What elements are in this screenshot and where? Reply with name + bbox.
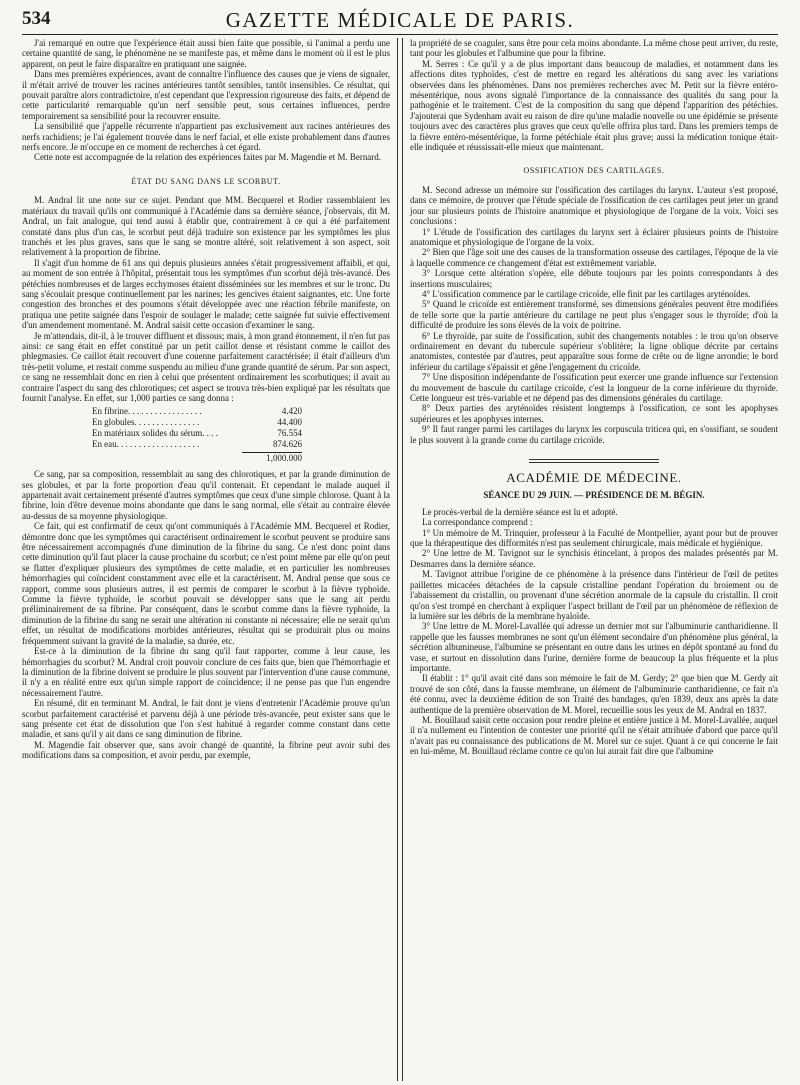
paragraph: La correspondance comprend : — [422, 517, 533, 528]
paragraph: M. Bouillaud saisit cette occasion pour rendre pleine et entière justice à M. Morel-Lavallée, auquel il n'a nullement eu l'intention de contester une priorité qu'il ne s'était attribuée d'abord que parce qu'il n'avait pas eu connaissance des publications de M. Morel sur ce sujet. Quant à ce qui concerne le fait en lui-même, M. Bouillaud réclame contre ce qu'on lui aurait fait dire que l'albumine — [410, 714, 778, 757]
paragraph: 2° Une lettre de M. Tavignot sur le synchisis étincelant, à propos des malades présentés par M. Desmarres dans la dernière séance. — [410, 548, 778, 569]
paragraph: Le procès-verbal de la dernière séance est lu et adopté. — [422, 506, 618, 517]
row-label: En matériaux solides du sérum. . . . — [92, 428, 218, 438]
section-title: OSSIFICATION DES CARTILAGES. — [523, 166, 665, 176]
row-label: En fibrine. . . . . . . . . . . . . . . . . — [92, 406, 202, 417]
right-column — [403, 38, 778, 1081]
row-label: En globules. . . . . . . . . . . . . . . — [92, 417, 200, 428]
paragraph: En résumé, dit en terminant M. Andral, le fait dont je viens d'entretenir l'Académie prouve qu'un scorbut parfaitement caractérisé et parvenu déjà à une période très-avancée, peut exister sans que le sang présente cet état de dissolution que l'on s'est habitué à regarder comme constant dans cette maladie, et sans qu'il y ait dans ce sang diminution de fibrine. — [22, 698, 390, 740]
row-label: En eau. . . . . . . . . . . . . . . . . . . — [92, 438, 200, 449]
row-value: 874.626 — [272, 438, 302, 449]
table-row — [92, 428, 302, 439]
section-separator — [529, 459, 659, 463]
conclusion-item: 3° Lorsque cette altération s'opère, elle débute toujours par les points correspondants à des insertions musculaires; — [410, 268, 778, 289]
paragraph: Je m'attendais, dit-il, à le trouver diffluent et dissous; mais, à mon grand étonnement, il n'en fut pas ainsi: ce sang était en effet constitué par un petit caillot dense et résistant comme le caillot des phlegmasies. Ce caillot était recouvert d'une couenne parfaitement caractérisée; il était d'ailleurs d'un très-petit volume, et restait comme suspendu au milieu d'une grande quantité de sérum. Par son aspect, ce sang ne ressemblait donc en rien à celui que présentent ordinairement les scorbutiques; il avait au contraire l'aspect du sang des chlorotiques; cet aspect se trouva très-bien expliqué par les résultats que fournit l'analyse. En effet, sur 1,000 parties ce sang donna : — [22, 330, 390, 403]
paragraph: M. Second adresse un mémoire sur l'ossification des cartilages du larynx. L'auteur s'est proposé, dans ce mémoire, de prouver que l'étude spéciale de l'ossification de ces cartilages peut jeter un grand jour sur plusieurs points de l'histoire anatomique et physiologique de l'organe de la voix. Voici ses conclusions : — [410, 184, 778, 227]
table-row — [92, 417, 302, 428]
conclusion-item: 7° Une disposition indépendante de l'ossification peut exercer une grande influence sur l'extension du mouvement de bascule du cartilage cricoïde, c'est la longueur de la corne inférieure du thyroïde. Cette longueur est très-variable et ne dépend pas des dimensions générales du cartilage. — [410, 372, 778, 403]
page-number: 534 — [22, 8, 51, 29]
paragraph: M. Magendie fait observer que, sans avoir changé de quantité, la fibrine peut avoir subi des modifications dans sa composition, et avoir perdu, par exemple, — [22, 739, 390, 761]
paragraph: M. Tavignot attribue l'origine de ce phénomène à la présence dans l'intérieur de l'œil de petites paillettes micacées détachées de la capsule cristalline pendant l'opération du broiement ou de l'abaissement du cristallin, ou provenant d'une sécrétion anormale de la capsule du cristallin. Il croit qu'on s'est trompé en cherchant à expliquer l'aspect brillant de l'œil par un phénomène de réflexion de la lumière sur les débris de la membrane hyaloïde. — [410, 569, 778, 621]
conclusion-item: 9° Il faut ranger parmi les cartilages du larynx les corpuscula triticea qui, en s'ossifiant, se soudent le plus souvent à la grande corne du cartilage cricoïde. — [410, 424, 778, 445]
paragraph: M. Serres : Ce qu'il y a de plus important dans beaucoup de maladies, et notamment dans les affections dites typhoïdes, c'est de mettre en regard les altérations du sang avec les variations observées dans les phénomènes. Dans nos premières recherches avec M. Petit sur la fièvre entéro-mésentérique, nous avons signalé l'importance de la connaissance des qualités du sang pour la pathogénie et le traitement. C'est de la composition du sang que dépend l'apparition des pétéchies. J'ajouterai que Sydenham avait eu raison de dire qu'une maladie nouvelle ou une épidémie se présente toujours avec des caractères plus graves que ceux qu'elle offrira plus tard. Dans les premiers temps de la fièvre entéro-mésentérique, la forme pétéchiale était plus grave; aussi la médication tonique était-elle indiquée et réussissait-elle mieux que maintenant. — [410, 58, 778, 153]
conclusion-item: 1° L'étude de l'ossification des cartilages du larynx sert à éclairer plusieurs points de l'histoire anatomique et physiologique de l'organe de la voix. — [410, 226, 778, 247]
paragraph: 1° Un mémoire de M. Trinquier, professeur à la Faculté de Montpellier, ayant pour but de prouver que la thérapeutique des difformités n'est pas seulement chirurgicale, mais médicale et hygiénique. — [410, 527, 778, 549]
text-columns — [22, 38, 778, 1081]
page-header — [22, 8, 778, 35]
blood-analysis-table — [92, 406, 302, 463]
paragraph: Il établit : 1° qu'il avait cité dans son mémoire le fait de M. Gerdy; 2° que bien que M. Gerdy ait trouvé de son côté, dans la fausse membrane, un élément de l'albuminurie cantharidienne, ce fait n'a été connu, avec la deuxième édition de son Traité des bandages, qu'en 1839, deux ans après la date authentique de la première observation de M. Morel, recueillie sous les yeux de M. Andral en 1837. — [410, 673, 778, 715]
journal-title: GAZETTE MÉDICALE DE PARIS. — [225, 8, 575, 32]
row-value: 4.420 — [281, 406, 302, 417]
academy-title: ACADÉMIE DE MÉDECINE. — [506, 470, 682, 486]
paragraph: J'ai remarqué en outre que l'expérience était aussi bien faite que possible, si l'animal a perdu une certaine quantité de sang, le phénomène ne se manifeste pas, et même dans le moment où il est le plus apparent, on peut le faire disparaître en pratiquant une saignée. — [22, 38, 390, 69]
section-title: ÉTAT DU SANG DANS LE SCORBUT. — [131, 176, 281, 186]
paragraph: Il s'agit d'un homme de 61 ans qui depuis plusieurs années s'était progressivement affaibli, et qui, au moment de son entrée à l'hôpital, présentait tous les symptômes d'un scorbut déjà très-avancé. Des pétéchies nombreuses et de larges ecchymoses étaient disséminées sur les membres et sur le tronc. Du sang s'écoulait presque continuellement par les narines; les gencives étaient saignantes, etc. Une forte congestion des bronches et des poumons s'était développée avec une réaction fébrile manifeste, on pratiqua une petite saignée dans l'espoir de soulager le malade; cette saignée fut suivie effectivement d'un amendement momentané. M. Andral saisit cette occasion d'examiner le sang. — [22, 257, 390, 331]
paragraph: Ce sang, par sa composition, ressemblait au sang des chlorotiques, et par la grande diminution de ses globules, et par la forte proportion d'eau qu'il contenait. Et cependant le malade auquel il appartenait avait certainement présenté d'autres symptômes que ceux d'une simple chlorose. Quant à la fibrine, loin d'être devenue moins abondante que dans le sang normal, elle s'était au contraire élevée au-dessus de sa moyenne physiologique. — [22, 469, 390, 521]
paragraph: Ce fait, qui est confirmatif de ceux qu'ont communiqués à l'Académie MM. Becquerel et Rodier, démontre donc que les symptômes qui caractérisent ordinairement le scorbut peuvent se produire sans être nécessairement accompagnés d'une diminution de la fibrine du sang. Ce n'est donc point dans cette diminution qu'il faut placer la cause prochaine du scorbut; ce n'est point même par elle qu'on peut se flatter d'expliquer plusieurs des symptômes de cette maladie, et en particulier les nombreuses hémorrhagies qui coïncident constamment avec elle et la caractérisent. M. Andral pense que sous ce rapport, comme sous plusieurs autres, il est permis de comparer le scorbut à la fièvre typhoïde. Comme la fièvre typhoïde, le scorbut pouvait se développer sans que le sang ait perdu préliminairement de sa fibrine. Par conséquent, dans le scorbut comme dans la fièvre typhoïde, la diminution de la fibrine du sang ne serait une altération ni constante ni nécessaire; elle ne serait qu'un effet, un résultat de modifications morbides antérieures, résultat qui se produirait plus ou moins fréquemment suivant la gravité de la maladie, sa durée, etc. — [22, 521, 390, 646]
session-heading: SÉANCE DU 29 JUIN. — PRÉSIDENCE DE M. BÉGIN. — [483, 490, 705, 501]
table-row — [92, 439, 302, 450]
paragraph: Est-ce à la diminution de la fibrine du sang qu'il faut rapporter, comme à leur cause, les hémorrhagies du scorbut? M. Andral croit pouvoir conclure de ces faits que, bien que l'hémorrhagie et la diminution de la fibrine doivent se produire le plus souvent par l'intervention d'une cause commune, il n'y a en réalité entre eux qu'un simple rapport de coïncidence; il ne pense pas que l'un engendre nécessairement l'autre. — [22, 646, 390, 698]
row-value: 76.554 — [277, 428, 302, 438]
table-row — [92, 406, 302, 417]
left-column — [22, 38, 397, 1081]
conclusion-item: 8° Deux parties des aryténoïdes résistent longtemps à l'ossification, ce sont les apophyses supérieures et les apophyses internes. — [410, 403, 778, 424]
table-total: 1,000.000 — [242, 452, 302, 464]
conclusion-item: 5° Quand le cricoïde est entièrement transformé, ses dimensions générales peuvent être modifiées de telle sorte que la partie antérieure du cartilage ne peut plus s'engager sous le thyroïde; d'où la difficulté de produire les sons élevés de la voix de poitrine. — [410, 299, 778, 331]
conclusion-item: 2° Bien que l'âge soit une des causes de la transformation osseuse des cartilages, l'époque de la vie à laquelle commence ce changement d'état est extrêmement variable. — [410, 247, 778, 268]
paragraph: M. Andral lit une note sur ce sujet. Pendant que MM. Becquerel et Rodier rassemblaient les matériaux du travail qu'ils ont communiqué à l'Académie dans sa dernière séance, j'observais, dit M. Andral, un fait analogue, qui tend aussi à établir que, contrairement à ce qui a été parfaitement constaté dans plus d'un cas, le scorbut peut déjà traduire son existence par les symptômes les plus tranchés et les plus graves, sans que le sang se montre altéré, soit relativement à son aspect, soit relativement à la proportion de fibrine. — [22, 195, 390, 258]
paragraph: Dans mes premières expériences, avant de connaître l'influence des causes que je viens de signaler, il m'était arrivé de trouver les racines antérieures tantôt sensibles, tantôt insensibles. Ce résultat, qui pouvait paraître alors contradictoire, n'est cependant que l'expression rigoureuse des faits, et dépend de cette particularité remarquable qu'un nerf sensible peut, sous certaines influences, perdre temporairement sa sensibilité pour la recouvrer ensuite. — [22, 69, 390, 121]
conclusion-item: 4° L'ossification commence par le cartilage cricoïde, elle finit par les cartilages aryténoïdes. — [422, 288, 751, 299]
row-value: 44.400 — [277, 417, 302, 428]
conclusion-item: 6° Le thyroïde, par suite de l'ossification, subit des changements notables : le trou qu'on observe ordinairement en devant du tubercule supérieur s'oblitère; la ligne oblique décrite par certains anatomistes, contestée par d'autres, peut apparaître sous forme de crête ou de ligne arrondie; le bord inférieur du cartilage s'épaissit et gêne l'engagement du cricoïde. — [410, 330, 778, 372]
paragraph: 3° Une lettre de M. Morel-Lavallée qui adresse un dernier mot sur l'albuminurie cantharidienne. Il rappelle que les fausses membranes ne sont qu'un élément secondaire d'un phénomène plus général, la sécrétion albumineuse, l'albumine se présentant en outre dans les urines en dépôt spontané au fond du vase, et surtout en dissolution dans l'urine, dernière forme de beaucoup la plus fréquente et la plus importante. — [410, 621, 778, 673]
paragraph: La sensibilité que j'appelle récurrente n'appartient pas exclusivement aux racines antérieures des nerfs rachidiens; je l'ai également trouvée dans le nerf facial, et elle existe probablement dans d'autres nerfs encore. Je m'occupe en ce moment de recherches à cet égard. — [22, 121, 390, 153]
paragraph: la propriété de se coaguler, sans être pour cela moins abondante. La même chose peut arriver, du reste, tant pour les globules et l'albumine que pour la fibrine. — [410, 38, 778, 59]
paragraph: Cette note est accompagnée de la relation des expériences faites par M. Magendie et M. Bernard. — [34, 152, 381, 163]
